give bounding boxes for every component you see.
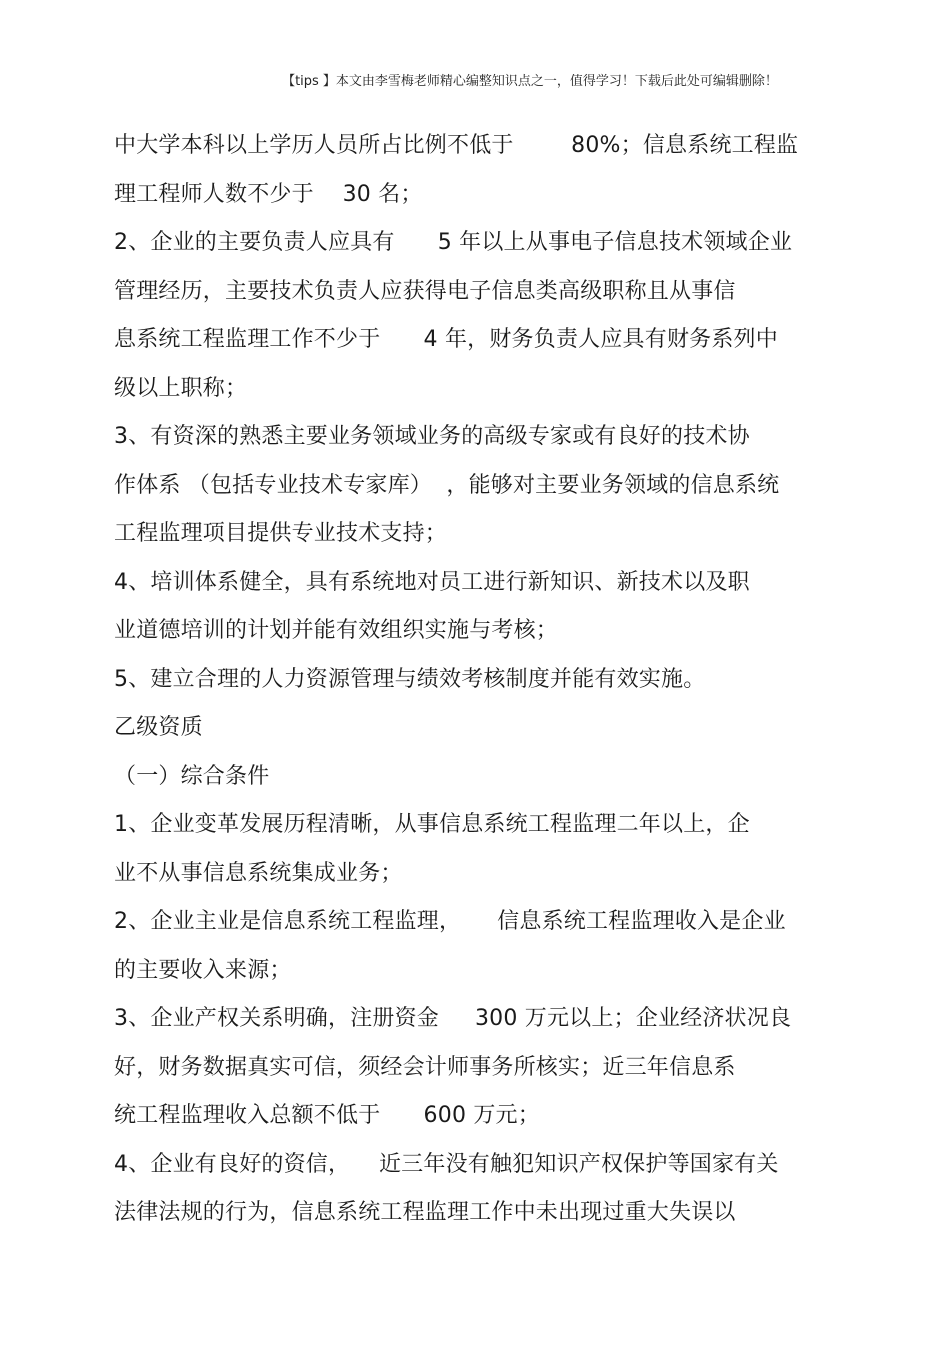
text-line: 5、建立合理的人力资源管理与绩效考核制度并能有效实施。 — [114, 666, 706, 692]
text-line: 级以上职称； — [114, 375, 248, 401]
text-line: 3、企业产权关系明确，注册资金 300 万元以上；企业经济状况良 — [114, 1006, 792, 1031]
text-line: 法律法规的行为，信息系统工程监理工作中未出现过重大失误以 — [114, 1200, 736, 1225]
document-body — [114, 122, 834, 1238]
text-line: 业不从事信息系统集成业务； — [114, 860, 403, 886]
text-line: 的主要收入来源； — [114, 957, 292, 983]
text-line: 4、企业有良好的资信， 近三年没有触犯知识产权保护等国家有关 — [114, 1151, 779, 1177]
text-line: 4、培训体系健全，具有系统地对员工进行新知识、新技术以及职 — [114, 569, 750, 595]
subsection-heading: （一）综合条件 — [114, 763, 270, 789]
text-line: 好，财务数据真实可信，须经会计师事务所核实；近三年信息系 — [114, 1054, 736, 1080]
text-line: 中大学本科以上学历人员所占比例不低于 80%；信息系统工程监 — [114, 133, 799, 158]
text-line: 3、有资深的熟悉主要业务领域业务的高级专家或有良好的技术协 — [114, 424, 750, 449]
section-heading: 乙级资质 — [114, 715, 203, 740]
text-line: 管理经历，主要技术负责人应获得电子信息类高级职称且从事信 — [114, 278, 736, 304]
text-line: 业道德培训的计划并能有效组织实施与考核； — [114, 618, 559, 643]
text-line: 2、企业的主要负责人应具有 5 年以上从事电子信息技术领域企业 — [114, 230, 793, 255]
header-tip: 【tips 】本文由李雪梅老师精心编整知识点之一，值得学习！下载后此处可编辑删除！ — [282, 74, 778, 89]
text-line: 统工程监理收入总额不低于 600 万元； — [114, 1103, 540, 1128]
text-line: 息系统工程监理工作不少于 4 年，财务负责人应具有财务系列中 — [114, 327, 778, 352]
text-line: 工程监理项目提供专业技术支持； — [114, 521, 448, 546]
text-line: 2、企业主业是信息系统工程监理， 信息系统工程监理收入是企业 — [114, 909, 786, 934]
text-line: 作体系 （包括专业技术专家库） ，能够对主要业务领域的信息系统 — [114, 472, 780, 498]
text-line: 理工程师人数不少于 30 名； — [114, 181, 423, 207]
text-line: 1、企业变革发展历程清晰，从事信息系统工程监理二年以上，企 — [114, 812, 750, 837]
